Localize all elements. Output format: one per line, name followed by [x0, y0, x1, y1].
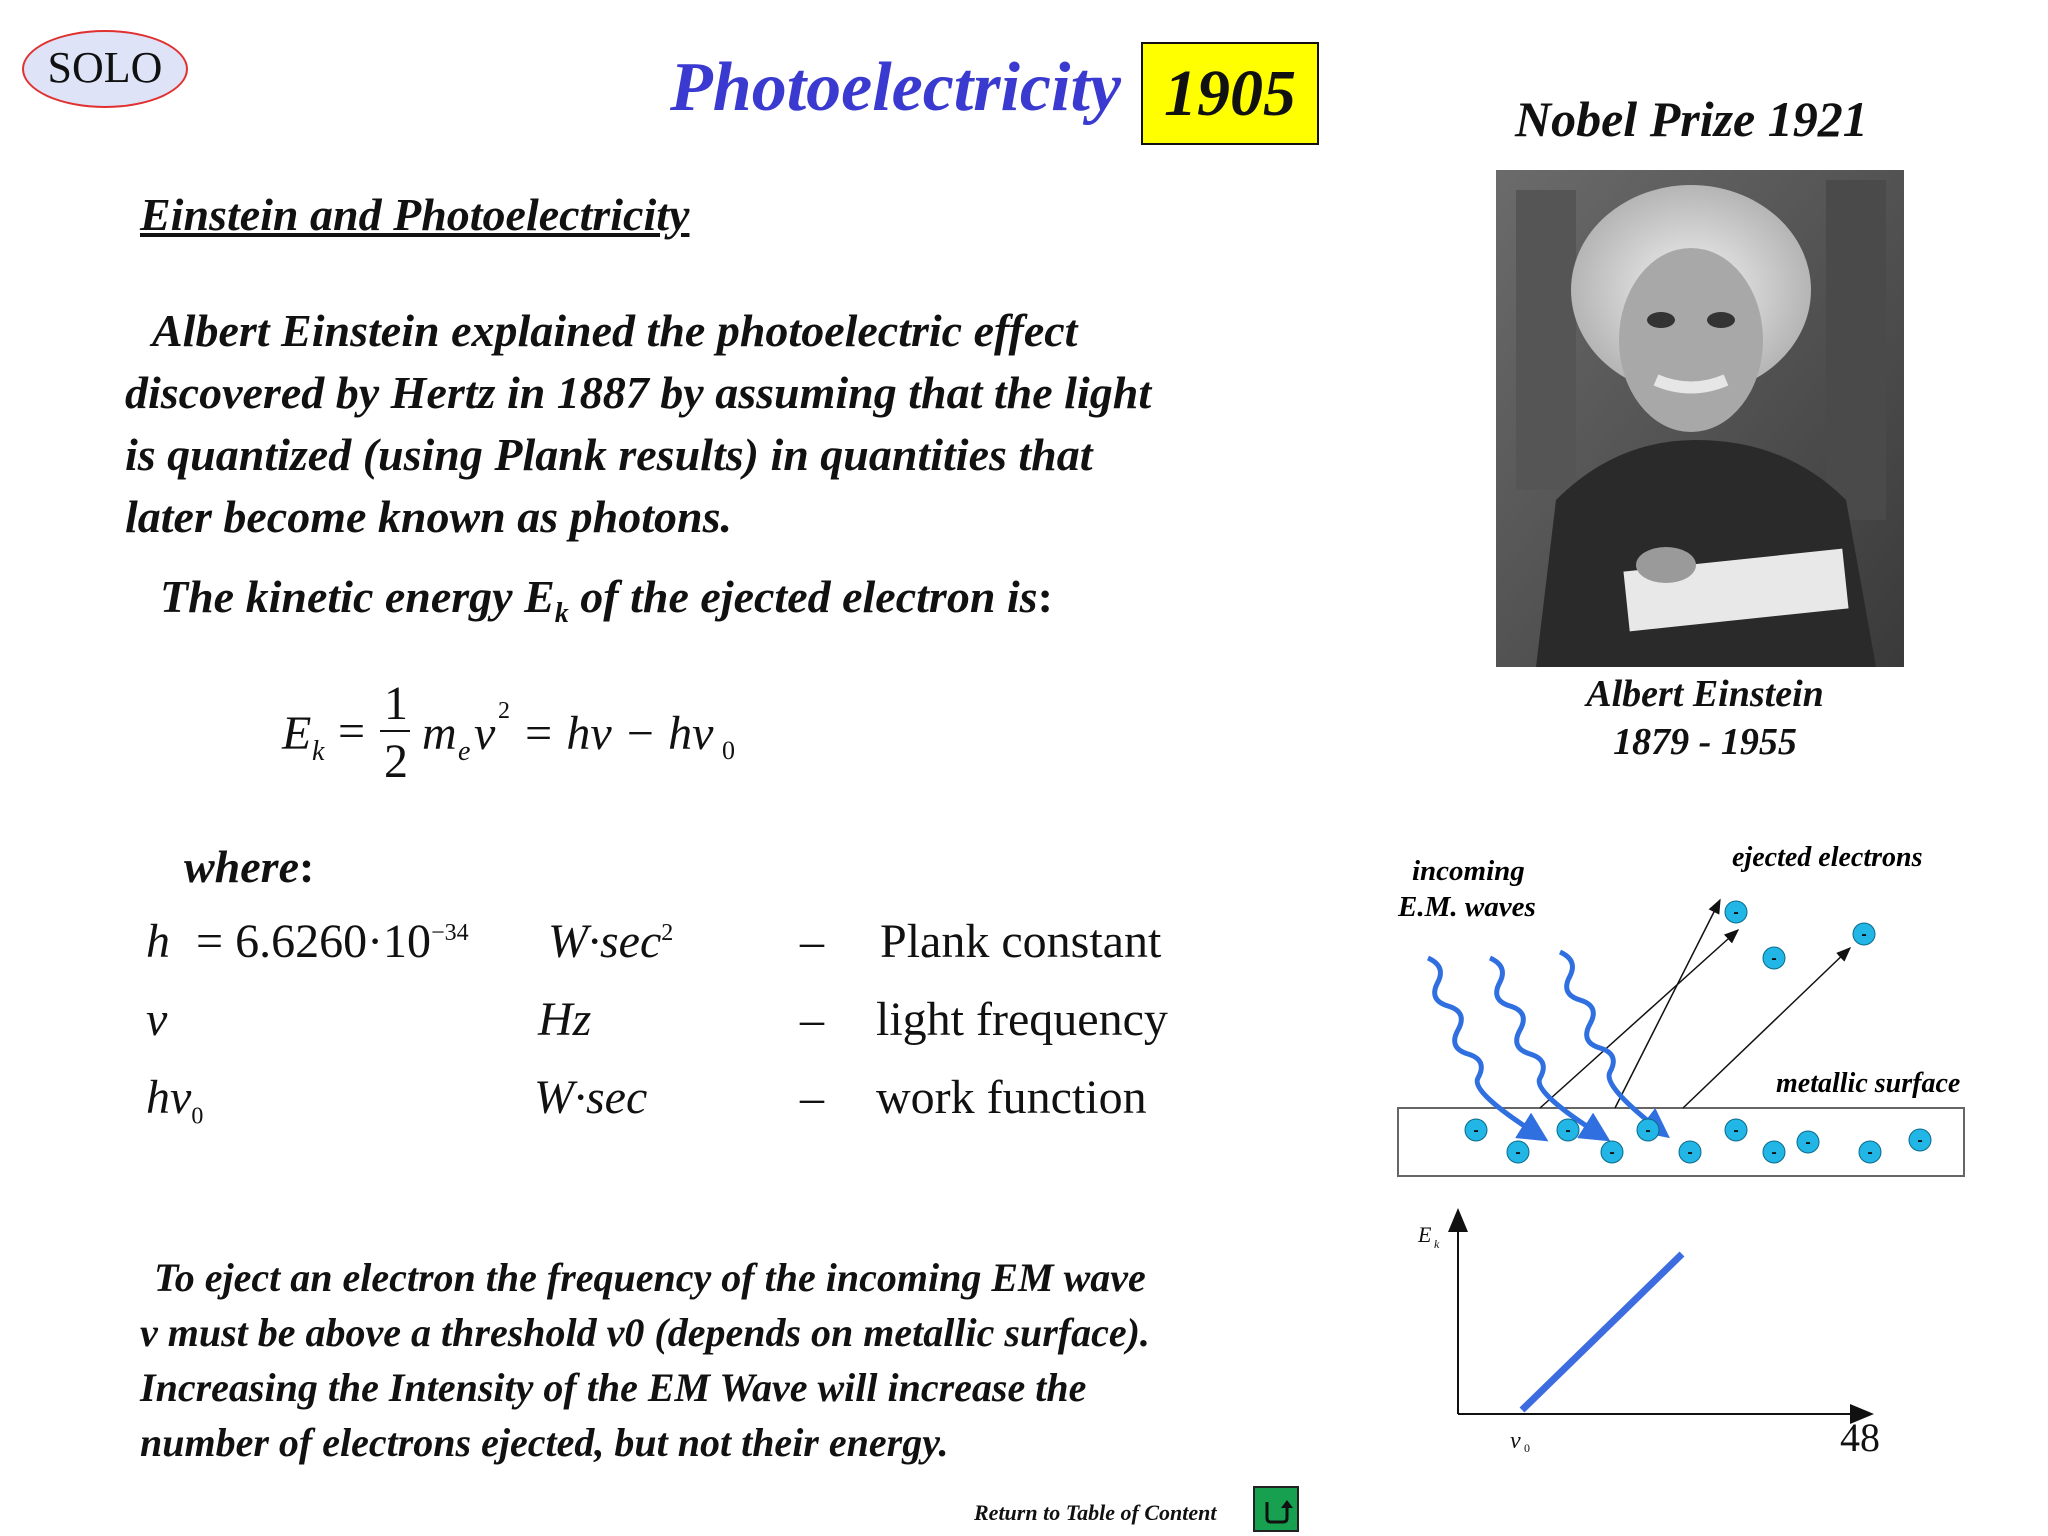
svg-text:-: - [1861, 926, 1867, 943]
surface-electron [1465, 1119, 1487, 1141]
intro-line-3: is quantized (using Plank results) in quantities that [125, 429, 1093, 480]
const-h-dash: – [800, 915, 824, 968]
const-h-symbol: h [146, 915, 170, 968]
surface-electron [1909, 1129, 1931, 1151]
const-hnu0-unit [534, 1070, 647, 1125]
svg-text:-: - [1771, 1144, 1777, 1161]
ejected-electron [1763, 947, 1785, 969]
intro-line-2: discovered by Hertz in 1887 by assuming that the light [125, 367, 1152, 418]
solo-logo [22, 30, 188, 108]
const-h-unit-sup: 2 [661, 920, 674, 946]
eq-mass: m [422, 707, 457, 760]
const-nu-symbol: ν [146, 993, 168, 1046]
svg-text:-: - [1917, 1132, 1923, 1149]
diagram-ejected-label: ejected electrons [1732, 842, 1923, 873]
where-label [184, 840, 314, 893]
const-nu-dash: – [800, 993, 824, 1046]
surface-electron [1859, 1141, 1881, 1163]
svg-text:-: - [1473, 1122, 1479, 1139]
einstein-portrait-photo [1496, 170, 1904, 667]
solo-logo-text: SOLO [47, 43, 163, 92]
where-text: where [184, 841, 299, 892]
const-hnu0-text: hν [146, 1071, 192, 1124]
nobel-prize-heading: Nobel Prize 1921 [1515, 91, 1868, 147]
eq-fraction-bar [380, 730, 410, 732]
svg-text:-: - [1805, 1134, 1811, 1151]
intro-line-4: later become known as photons. [125, 491, 733, 542]
where-colon: : [299, 841, 315, 892]
intro-line-1: Albert Einstein explained the photoelectric effect [152, 305, 1078, 356]
eq-rhs-sub: 0 [722, 736, 735, 765]
ek-axis-label-sub: k [1434, 1237, 1440, 1251]
eq-lhs-sub: k [312, 736, 325, 767]
const-h-desc: Plank constant [880, 915, 1162, 968]
bottom-line-2: ν must be above a threshold ν0 (depends on metallic surface). [140, 1310, 1150, 1355]
surface-electron [1601, 1141, 1623, 1163]
eq-equals-1: = [338, 705, 366, 758]
bottom-line-1: To eject an electron the frequency of the incoming EM wave [154, 1255, 1146, 1300]
const-h-unit [548, 914, 673, 969]
eq-lhs: E [282, 707, 312, 760]
const-h-exp: −34 [431, 920, 469, 946]
const-hnu0-desc: work function [876, 1071, 1147, 1124]
bottom-line-3: Increasing the Intensity of the EM Wave will increase the [140, 1365, 1087, 1410]
svg-text:-: - [1771, 950, 1777, 967]
kinetic-text-before: The kinetic energy E [160, 571, 555, 622]
eq-half-numerator: 1 [384, 677, 408, 730]
svg-text:-: - [1733, 1122, 1739, 1139]
em-wave-3 [1560, 952, 1662, 1132]
return-button[interactable] [1253, 1486, 1299, 1532]
year-badge: 1905 [1141, 42, 1319, 145]
nu0-label: ν [1510, 1428, 1521, 1454]
svg-text:-: - [1515, 1144, 1521, 1161]
const-nu-desc: light frequency [876, 993, 1168, 1046]
const-hnu0-sub: 0 [191, 1103, 204, 1130]
const-hnu0-symbol [146, 1070, 203, 1131]
surface-electron [1557, 1119, 1579, 1141]
surface-electron [1763, 1141, 1785, 1163]
svg-text:-: - [1733, 904, 1739, 921]
ejected-electron [1725, 901, 1747, 923]
photo-caption-name: Albert Einstein [1586, 673, 1824, 715]
page-title: Photoelectricity [670, 49, 1121, 126]
const-h-unit-text: W·sec [548, 915, 662, 968]
surface-electron [1797, 1131, 1819, 1153]
diagram-incoming-label-2: E.M. waves [1398, 891, 1536, 923]
const-hnu0-unit-text: W·sec [534, 1071, 648, 1124]
eq-half-denominator: 2 [384, 735, 408, 788]
ek-axis-label: E [1418, 1222, 1432, 1247]
nu0-label-sub: 0 [1524, 1441, 1530, 1454]
photo-caption [1580, 670, 1830, 766]
surface-electron [1679, 1141, 1701, 1163]
svg-text:-: - [1609, 1144, 1615, 1161]
const-h-value [196, 914, 469, 969]
bottom-line-4: number of electrons ejected, but not their energy. [140, 1420, 949, 1465]
page-number: 48 [1840, 1415, 1880, 1460]
kinetic-energy-graph [1400, 1204, 1880, 1454]
kinetic-subscript: k [554, 598, 569, 630]
kinetic-energy-line [160, 566, 1053, 645]
eq-mass-sub: e [458, 736, 471, 767]
svg-text:-: - [1565, 1122, 1571, 1139]
eq-velocity: v [474, 707, 496, 760]
threshold-paragraph [140, 1250, 1150, 1470]
photoelectric-effect-diagram [1390, 840, 1990, 1200]
const-hnu0-dash: – [800, 1071, 824, 1124]
ek-nu-line [1522, 1254, 1682, 1410]
const-h-value-text: = 6.6260·10 [196, 915, 432, 968]
eq-velocity-sup: 2 [498, 698, 510, 724]
surface-electron [1637, 1119, 1659, 1141]
svg-text:-: - [1687, 1144, 1693, 1161]
surface-electron [1725, 1119, 1747, 1141]
const-nu-unit: Hz [538, 993, 592, 1046]
svg-text:-: - [1867, 1144, 1873, 1161]
ejected-electron [1853, 923, 1875, 945]
section-subtitle: Einstein and Photoelectricity [140, 189, 690, 240]
svg-text:-: - [1645, 1122, 1651, 1139]
metallic-surface-rect [1398, 1108, 1964, 1176]
kinetic-text-after: of the ejected electron is [568, 571, 1038, 622]
ejection-path-2 [1615, 900, 1720, 1108]
kinetic-colon: : [1037, 571, 1053, 622]
photo-caption-years: 1879 - 1955 [1613, 721, 1797, 763]
return-to-toc-link[interactable]: Return to Table of Content [974, 1500, 1217, 1525]
diagram-incoming-label-1: incoming [1412, 855, 1525, 887]
return-arrow-icon [1255, 1488, 1297, 1530]
eq-rhs: = hν − hν [522, 707, 714, 760]
diagram-surface-label: metallic surface [1776, 1068, 1961, 1099]
surface-electron [1507, 1141, 1529, 1163]
